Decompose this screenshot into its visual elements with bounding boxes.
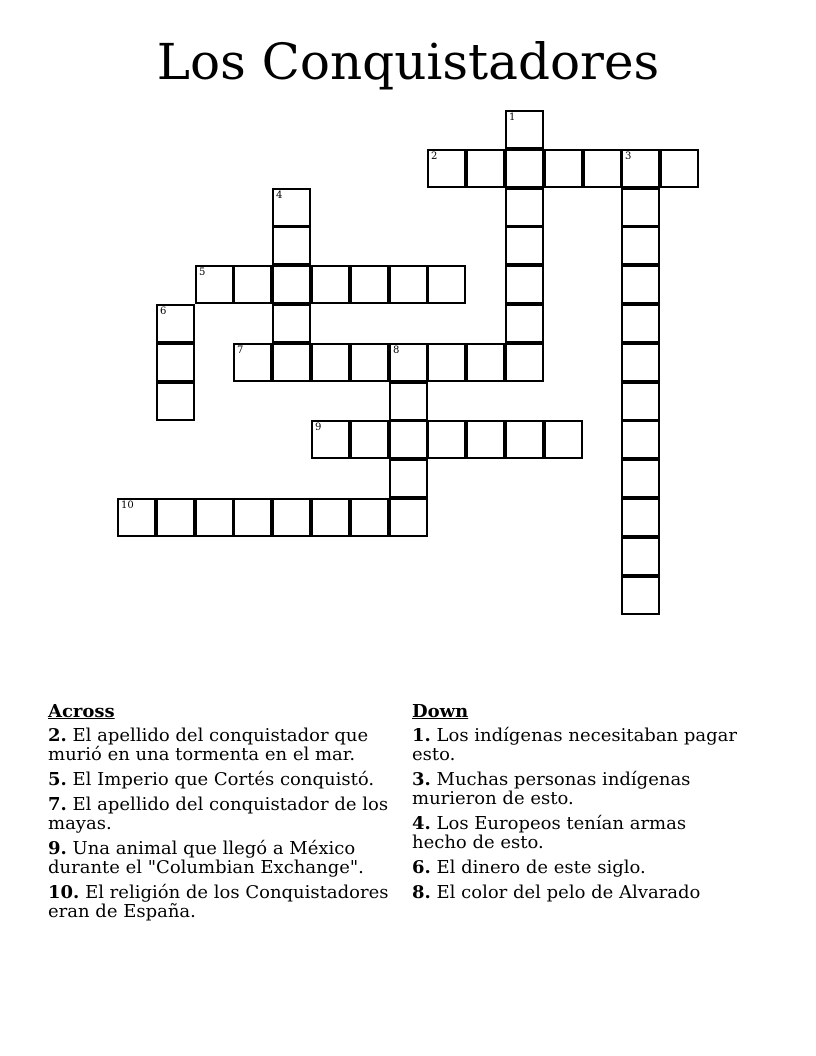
- clue-number: 9.: [48, 838, 67, 859]
- grid-cell[interactable]: [505, 343, 544, 382]
- grid-cell[interactable]: [350, 343, 389, 382]
- grid-cell[interactable]: [156, 498, 195, 537]
- clue-text: El dinero de este siglo.: [436, 857, 646, 878]
- page-title: Los Conquistadores: [156, 33, 660, 91]
- clue-text: El apellido del conquistador de los mayas.: [48, 794, 389, 834]
- grid-cell[interactable]: [583, 149, 622, 188]
- clue-down-8: [412, 883, 742, 902]
- cell-number: 1: [509, 112, 516, 123]
- grid-cell[interactable]: [621, 420, 660, 459]
- grid-cell[interactable]: [272, 343, 311, 382]
- grid-cell[interactable]: [389, 382, 428, 421]
- grid-cell[interactable]: [350, 498, 389, 537]
- grid-cell[interactable]: [311, 420, 350, 459]
- cell-number: 4: [276, 190, 283, 201]
- grid-cell[interactable]: [621, 459, 660, 498]
- cell-number: 5: [199, 267, 206, 278]
- clue-number: 4.: [412, 813, 431, 834]
- grid-cell[interactable]: [272, 304, 311, 343]
- grid-cell[interactable]: [156, 382, 195, 421]
- grid-cell[interactable]: [311, 265, 350, 304]
- clue-number: 8.: [412, 882, 431, 903]
- clue-across-7: [48, 795, 393, 833]
- grid-cell[interactable]: [505, 420, 544, 459]
- clue-down-3: [412, 770, 742, 808]
- cell-number: 2: [431, 151, 438, 162]
- grid-cell[interactable]: [389, 343, 428, 382]
- grid-cell[interactable]: [621, 576, 660, 615]
- clue-text: Los indígenas necesitaban pagar esto.: [412, 725, 737, 765]
- clue-across-9: [48, 839, 393, 877]
- grid-cell[interactable]: [389, 265, 428, 304]
- clue-text: El apellido del conquistador que murió en una tormenta en el mar.: [48, 725, 369, 765]
- clue-down-4: [412, 814, 742, 852]
- grid-cell[interactable]: [621, 188, 660, 227]
- grid-cell[interactable]: [505, 188, 544, 227]
- down-heading: Down: [412, 701, 469, 722]
- clue-number: 1.: [412, 725, 431, 746]
- clue-number: 7.: [48, 794, 67, 815]
- cell-number: 6: [160, 306, 167, 317]
- cell-number: 7: [237, 345, 244, 356]
- across-heading: Across: [48, 701, 115, 722]
- grid-cell[interactable]: [389, 459, 428, 498]
- grid-cell[interactable]: [544, 149, 583, 188]
- grid-cell[interactable]: [505, 265, 544, 304]
- grid-cell[interactable]: [311, 498, 350, 537]
- grid-cell[interactable]: [466, 343, 505, 382]
- grid-cell[interactable]: [272, 265, 311, 304]
- grid-cell[interactable]: [505, 149, 544, 188]
- grid-cell[interactable]: [389, 498, 428, 537]
- grid-cell[interactable]: [505, 110, 544, 149]
- grid-cell[interactable]: [311, 343, 350, 382]
- grid-cell[interactable]: [427, 149, 466, 188]
- clue-text: El religión de los Conquistadores eran de España.: [48, 882, 389, 922]
- clue-down-1: [412, 726, 742, 764]
- grid-cell[interactable]: [621, 498, 660, 537]
- cell-number: 8: [393, 345, 400, 356]
- clue-across-5: [48, 770, 393, 789]
- clue-number: 5.: [48, 769, 67, 790]
- clue-text: El Imperio que Cortés conquistó.: [72, 769, 375, 790]
- clue-across-10: [48, 883, 393, 921]
- clue-down-6: [412, 858, 742, 877]
- grid-cell[interactable]: [621, 537, 660, 576]
- clue-text: El color del pelo de Alvarado: [436, 882, 701, 903]
- grid-cell[interactable]: [621, 149, 660, 188]
- clue-across-2: [48, 726, 393, 764]
- cell-number: 3: [625, 151, 632, 162]
- grid-cell[interactable]: [350, 420, 389, 459]
- grid-cell[interactable]: [544, 420, 583, 459]
- grid-cell[interactable]: [233, 265, 272, 304]
- clue-text: Una animal que llegó a México durante el "Columbian Exchange".: [48, 838, 364, 878]
- grid-cell[interactable]: [195, 265, 234, 304]
- grid-cell[interactable]: [621, 304, 660, 343]
- clue-number: 10.: [48, 882, 80, 903]
- grid-cell[interactable]: [156, 343, 195, 382]
- grid-cell[interactable]: [117, 498, 156, 537]
- grid-cell[interactable]: [466, 420, 505, 459]
- grid-cell[interactable]: [233, 343, 272, 382]
- grid-cell[interactable]: [621, 265, 660, 304]
- grid-cell[interactable]: [195, 498, 234, 537]
- grid-cell[interactable]: [466, 149, 505, 188]
- clue-number: 2.: [48, 725, 67, 746]
- grid-cell[interactable]: [505, 226, 544, 265]
- grid-cell[interactable]: [272, 226, 311, 265]
- grid-cell[interactable]: [660, 149, 699, 188]
- grid-cell[interactable]: [272, 498, 311, 537]
- grid-cell[interactable]: [272, 188, 311, 227]
- grid-cell[interactable]: [505, 304, 544, 343]
- cell-number: 9: [315, 422, 322, 433]
- grid-cell[interactable]: [621, 382, 660, 421]
- grid-cell[interactable]: [233, 498, 272, 537]
- cell-number: 10: [121, 500, 134, 511]
- grid-cell[interactable]: [350, 265, 389, 304]
- clue-number: 6.: [412, 857, 431, 878]
- grid-cell[interactable]: [389, 420, 428, 459]
- grid-cell[interactable]: [427, 265, 466, 304]
- grid-cell[interactable]: [427, 420, 466, 459]
- clue-text: Muchas personas indígenas murieron de esto.: [412, 769, 691, 809]
- across-clues: [48, 702, 393, 927]
- grid-cell[interactable]: [621, 343, 660, 382]
- grid-cell[interactable]: [156, 304, 195, 343]
- clue-number: 3.: [412, 769, 431, 790]
- grid-cell[interactable]: [427, 343, 466, 382]
- grid-cell[interactable]: [621, 226, 660, 265]
- clue-text: Los Europeos tenían armas hecho de esto.: [412, 813, 687, 853]
- down-clues: [412, 702, 742, 908]
